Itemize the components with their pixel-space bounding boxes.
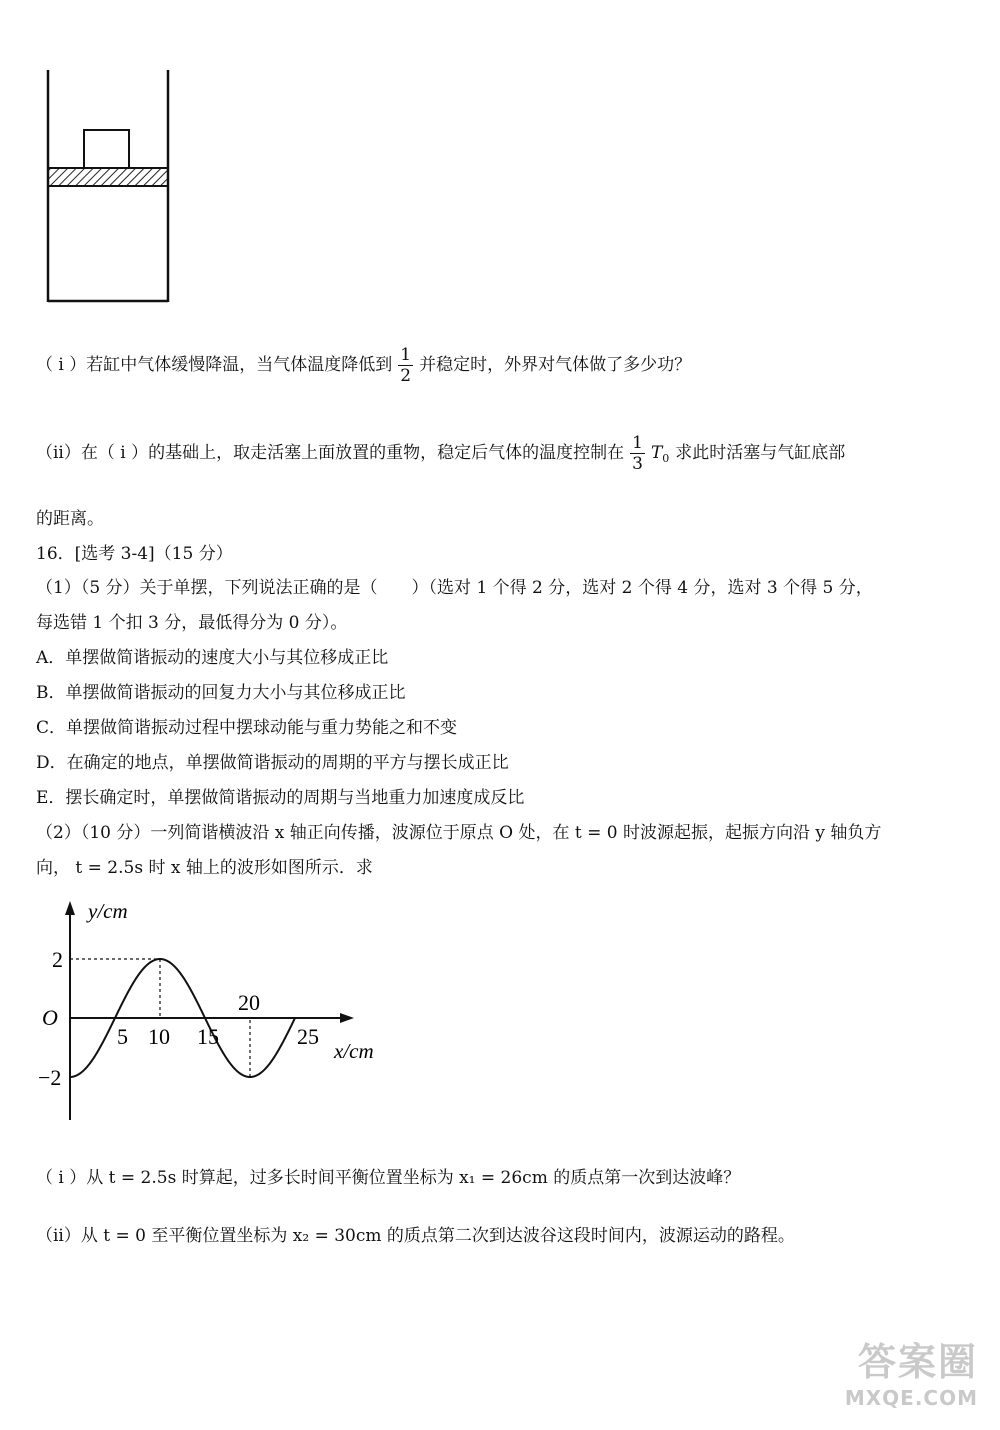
y-tick-label: −2 <box>38 1065 62 1090</box>
symbol-T-sub: 0 <box>662 452 670 465</box>
y-tick-label: 2 <box>52 947 63 972</box>
q16-sub-i: （ i ）从 t = 2.5s 时算起，过多长时间平衡位置坐标为 x₁ = 26cm 的质点第一次到达波峰？ <box>36 1168 741 1188</box>
q16-header: 16．[选考 3-4]（15 分） <box>36 544 233 564</box>
option-c: C．单摆做简谐振动过程中摆球动能与重力势能之和不变 <box>36 718 458 738</box>
weight-block <box>84 130 129 168</box>
x-axis-label: x/cm <box>334 1039 374 1063</box>
q15-part-ii-cont: 的距离。 <box>36 509 104 529</box>
q15-ii-text-post: 求此时活塞与气缸底部 <box>675 443 846 463</box>
option-e: E．摆长确定时，单摆做简谐振动的周期与当地重力加速度成反比 <box>36 788 525 808</box>
frac-den: 2 <box>400 366 412 386</box>
x-tick-label: 25 <box>297 1024 319 1049</box>
option-b: B．单摆做简谐振动的回复力大小与其位移成正比 <box>36 683 406 703</box>
frac-den: 3 <box>632 454 643 474</box>
symbol-T: T <box>650 443 663 463</box>
x-tick-label: 20 <box>238 990 260 1015</box>
q15-i-text-post: 并稳定时，外界对气体做了多少功？ <box>419 355 692 375</box>
watermark-logo-text: 答案圈 <box>857 1340 978 1384</box>
fraction-one-half <box>398 345 413 386</box>
y-axis-arrow <box>65 901 75 915</box>
q16-p1-line2: 每选错 1 个扣 3 分，最低得分为 0 分）。 <box>36 613 348 633</box>
y-axis-label: y/cm <box>88 899 128 923</box>
option-d: D．在确定的地点，单摆做简谐振动的周期的平方与摆长成正比 <box>36 753 509 773</box>
option-a: A．单摆做简谐振动的速度大小与其位移成正比 <box>36 648 389 668</box>
x-tick-label: 10 <box>148 1024 170 1049</box>
watermark-url: MXQE.COM <box>844 1386 978 1410</box>
frac-num: 1 <box>632 433 643 453</box>
q16-sub-ii: （ii）从 t = 0 至平衡位置坐标为 x₂ = 30cm 的质点第二次到达波谷这段时间内，波源运动的路程。 <box>36 1226 795 1246</box>
q16-p1-line1: （1）（5 分）关于单摆，下列说法正确的是（ ）（选对 1 个得 2 分，选对 2 个得 4 分，选对 3 个得 5 分， <box>36 578 873 598</box>
x-tick-label: 5 <box>117 1024 128 1049</box>
fraction-one-third <box>630 433 645 474</box>
origin-label: O <box>42 1005 58 1030</box>
q15-part-i <box>36 345 691 386</box>
piston <box>48 168 168 186</box>
wave-graph <box>30 895 400 1130</box>
q16-p2-line2: 向， t = 2.5s 时 x 轴上的波形如图所示．求 <box>36 858 373 878</box>
cylinder-figure <box>40 68 180 308</box>
q15-ii-text: （ii）在（ i ）的基础上，取走活塞上面放置的重物，稳定后气体的温度控制在 <box>36 443 625 463</box>
watermark <box>845 1331 978 1410</box>
q16-p2-line1: （2）（10 分）一列简谐横波沿 x 轴正向传播，波源位于原点 O 处，在 t = 0 时波源起振，起振方向沿 y 轴负方 <box>36 823 882 843</box>
q15-i-text: （ i ）若缸中气体缓慢降温，当气体温度降低到 <box>36 355 393 375</box>
frac-num: 1 <box>400 345 412 365</box>
q15-part-ii <box>36 433 845 474</box>
x-axis-arrow <box>340 1013 354 1023</box>
x-tick-label: 15 <box>197 1024 219 1049</box>
